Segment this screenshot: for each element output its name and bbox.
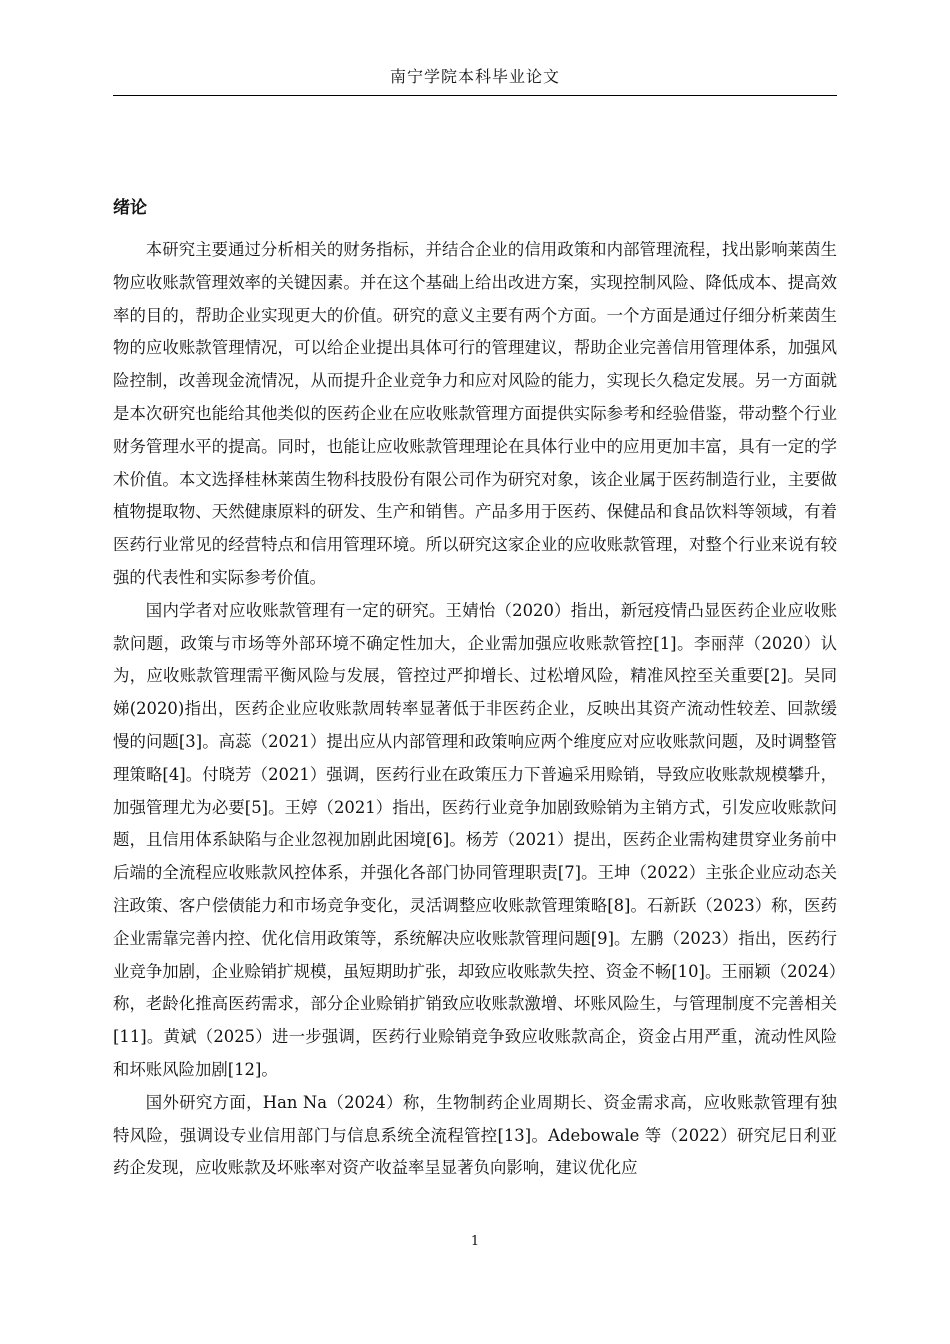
page-header-title: 南宁学院本科毕业论文: [389, 67, 560, 86]
paragraph-domestic-literature: 国内学者对应收账款管理有一定的研究。王婧怡（2020）指出，新冠疫情凸显医药企业应收账款问题，政策与市场等外部环境不确定性加大，企业需加强应收账款管控[1]。李丽萍（2020）认为，应收账款管理需平衡风险与发展，管控过严抑增长、过松增风险，精准风控至关重要[2]。吴同娣(2020)指出，医药企业应收账款周转率显著低于非医药企业，反映出其资产流动性较差、回款缓慢的问题[3]。高蕊（2021）提出应从内部管理和政策响应两个维度应对应收账款问题，及时调整管理策略[4]。付晓芳（2021）强调，医药行业在政策压力下普遍采用赊销，导致应收账款规模攀升，加强管理尤为必要[5]。王婷（2021）指出，医药行业竞争加剧致赊销为主销方式，引发应收账款问题，且信用体系缺陷与企业忽视加剧此困境[6]。杨芳（2021）提出，医药企业需构建贯穿业务前中后端的全流程应收账款风控体系，并强化各部门协同管理职责[7]。王坤（2022）主张企业应动态关注政策、客户偿债能力和市场竞争变化，灵活调整应收账款管理策略[8]。石新跃（2023）称，医药企业需靠完善内控、优化信用政策等，系统解决应收账款管理问题[9]。左鹏（2023）指出，医药行业竞争加剧，企业赊销扩规模，虽短期助扩张，却致应收账款失控、资金不畅[10]。王丽颖（2024）称，老龄化推高医药需求，部分企业赊销扩销致应收账款激增、坏账风险生，与管理制度不完善相关[11]。黄斌（2025）进一步强调，医药行业赊销竞争致应收账款高企，资金占用严重，流动性风险和坏账风险加剧[12]。: [113, 600, 837, 1079]
page-number: 1: [470, 1234, 480, 1249]
header-rule: [113, 95, 837, 96]
paragraph-research-significance: 本研究主要通过分析相关的财务指标，并结合企业的信用政策和内部管理流程，找出影响莱茵生物应收账款管理效率的关键因素。并在这个基础上给出改进方案，实现控制风险、降低成本、提高效率的目的，帮助企业实现更大的价值。研究的意义主要有两个方面。一个方面是通过仔细分析莱茵生物的应收账款管理情况，可以给企业提出具体可行的管理建议，帮助企业完善信用管理体系，加强风险控制，改善现金流情况，从而提升企业竞争力和应对风险的能力，实现长久稳定发展。另一方面就是本次研究也能给其他类似的医药企业在应收账款管理方面提供实际参考和经验借鉴，带动整个行业财务管理水平的提高。同时，也能让应收账款管理理论在具体行业中的应用更加丰富，具有一定的学术价值。本文选择桂林莱茵生物科技股份有限公司作为研究对象，该企业属于医药制造行业，主要做植物提取物、天然健康原料的研发、生产和销售。产品多用于医药、保健品和食品饮料等领域，有着医药行业常见的经营特点和信用管理环境。所以研究这家企业的应收账款管理，对整个行业来说有较强的代表性和实际参考价值。: [113, 240, 837, 587]
paragraph-foreign-literature: 国外研究方面，Han Na（2024）称，生物制药企业周期长、资金需求高，应收账款管理有独特风险，强调设专业信用部门与信息系统全流程管控[13]。Adebowale 等（2022）研究尼日利亚药企发现，应收账款及坏账率对资产收益率呈显著负向影响，建议优化应: [113, 1092, 837, 1178]
body-text: [113, 234, 837, 1185]
section-heading: 绪论: [113, 198, 147, 218]
